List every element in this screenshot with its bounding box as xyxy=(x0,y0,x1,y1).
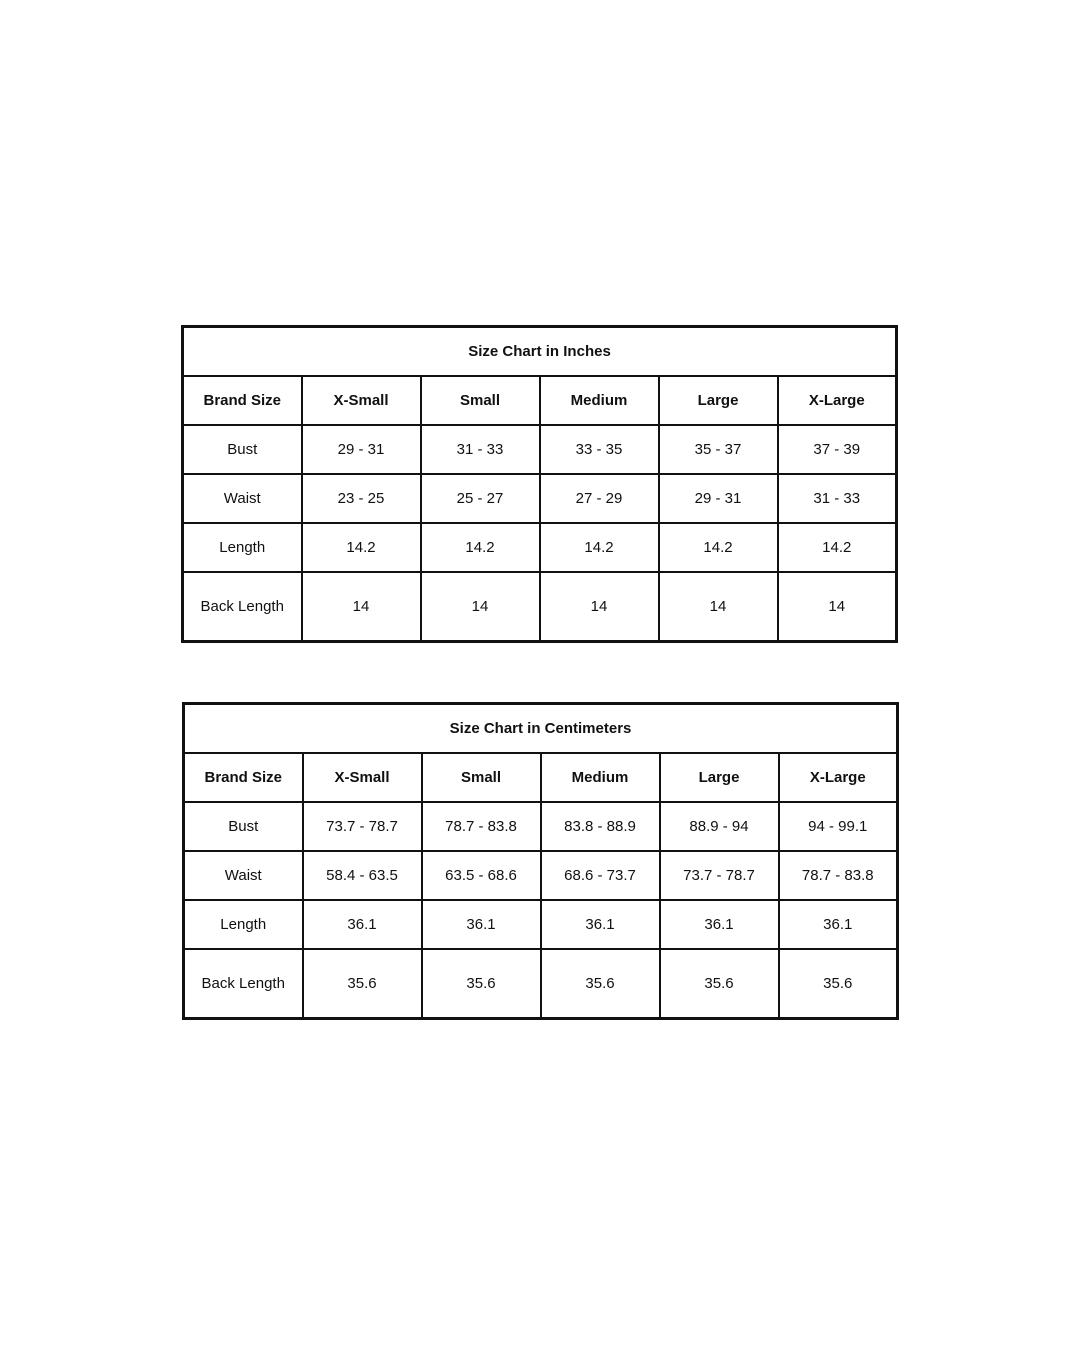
table-cell: 31 - 33 xyxy=(778,474,897,523)
column-header-brand-size: Brand Size xyxy=(184,753,303,802)
table-row xyxy=(184,900,898,949)
table-cell: 68.6 - 73.7 xyxy=(541,851,660,900)
table-cell: 14 xyxy=(421,572,540,642)
table-cell: 14.2 xyxy=(778,523,897,572)
table-cell: 35.6 xyxy=(303,949,422,1019)
row-label: Back Length xyxy=(184,949,303,1019)
column-header-brand-size: Brand Size xyxy=(183,376,302,425)
table-title: Size Chart in Inches xyxy=(183,327,897,377)
table-row xyxy=(183,474,897,523)
column-header-small: Small xyxy=(422,753,541,802)
table-cell: 35.6 xyxy=(660,949,779,1019)
table-cell: 78.7 - 83.8 xyxy=(779,851,898,900)
table-cell: 14 xyxy=(302,572,421,642)
table-row xyxy=(183,572,897,642)
table-title: Size Chart in Centimeters xyxy=(184,704,898,754)
table-cell: 14.2 xyxy=(421,523,540,572)
table-cell: 73.7 - 78.7 xyxy=(660,851,779,900)
row-label: Waist xyxy=(183,474,302,523)
table-cell: 37 - 39 xyxy=(778,425,897,474)
table-row xyxy=(184,802,898,851)
table-cell: 29 - 31 xyxy=(659,474,778,523)
row-label: Bust xyxy=(183,425,302,474)
table-row xyxy=(183,523,897,572)
size-chart-inches-table xyxy=(181,325,898,643)
table-cell: 14 xyxy=(659,572,778,642)
table-cell: 14.2 xyxy=(540,523,659,572)
row-label: Bust xyxy=(184,802,303,851)
table-cell: 35.6 xyxy=(541,949,660,1019)
table-cell: 29 - 31 xyxy=(302,425,421,474)
row-label: Waist xyxy=(184,851,303,900)
row-label: Length xyxy=(184,900,303,949)
table-cell: 14.2 xyxy=(659,523,778,572)
column-header-x-small: X-Small xyxy=(303,753,422,802)
table-cell: 73.7 - 78.7 xyxy=(303,802,422,851)
table-cell: 36.1 xyxy=(303,900,422,949)
table-cell: 94 - 99.1 xyxy=(779,802,898,851)
column-header-large: Large xyxy=(660,753,779,802)
table-cell: 35.6 xyxy=(779,949,898,1019)
column-header-x-large: X-Large xyxy=(779,753,898,802)
table-cell: 14 xyxy=(778,572,897,642)
column-header-small: Small xyxy=(421,376,540,425)
table-cell: 33 - 35 xyxy=(540,425,659,474)
table-row xyxy=(183,425,897,474)
table-row xyxy=(184,851,898,900)
table-cell: 83.8 - 88.9 xyxy=(541,802,660,851)
table-cell: 88.9 - 94 xyxy=(660,802,779,851)
table-row xyxy=(184,949,898,1019)
table-cell: 14.2 xyxy=(302,523,421,572)
column-header-large: Large xyxy=(659,376,778,425)
table-cell: 27 - 29 xyxy=(540,474,659,523)
table-cell: 78.7 - 83.8 xyxy=(422,802,541,851)
table-cell: 31 - 33 xyxy=(421,425,540,474)
table-cell: 36.1 xyxy=(660,900,779,949)
table-cell: 58.4 - 63.5 xyxy=(303,851,422,900)
table-cell: 63.5 - 68.6 xyxy=(422,851,541,900)
column-header-x-large: X-Large xyxy=(778,376,897,425)
header-row xyxy=(183,376,897,425)
column-header-medium: Medium xyxy=(541,753,660,802)
column-header-x-small: X-Small xyxy=(302,376,421,425)
size-chart-centimeters-table xyxy=(182,702,899,1020)
table-cell: 35.6 xyxy=(422,949,541,1019)
column-header-medium: Medium xyxy=(540,376,659,425)
header-row xyxy=(184,753,898,802)
table-cell: 14 xyxy=(540,572,659,642)
table-cell: 36.1 xyxy=(541,900,660,949)
table-cell: 36.1 xyxy=(422,900,541,949)
table-cell: 25 - 27 xyxy=(421,474,540,523)
table-cell: 36.1 xyxy=(779,900,898,949)
row-label: Back Length xyxy=(183,572,302,642)
table-cell: 23 - 25 xyxy=(302,474,421,523)
table-cell: 35 - 37 xyxy=(659,425,778,474)
row-label: Length xyxy=(183,523,302,572)
